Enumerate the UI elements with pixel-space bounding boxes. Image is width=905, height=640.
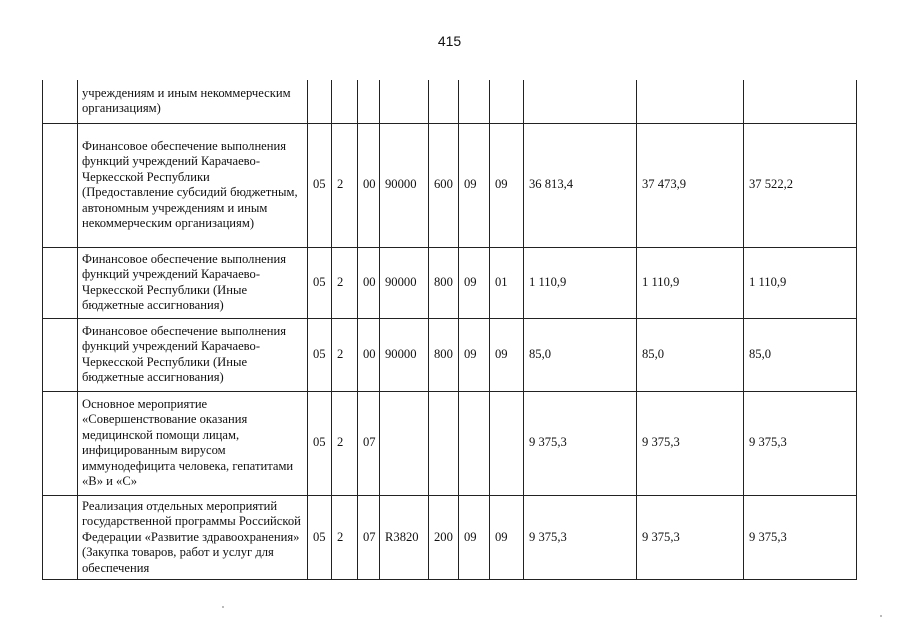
description-cell: Финансовое обеспечение выполнения функций учреждений Карачаево-Черкесской Республики (Предоставление субсидий бюджетным, автономным учреждениям и иным некоммерческим организациям) <box>78 123 308 247</box>
amount-year-2-cell: 9 375,3 <box>637 495 744 580</box>
amount-year-2-cell: 85,0 <box>637 318 744 391</box>
row-number-cell <box>43 123 78 247</box>
table-row <box>43 80 857 123</box>
chapter-cell: 09 <box>459 123 490 247</box>
amount-year-1-cell: 9 375,3 <box>524 495 637 580</box>
budget-table <box>42 80 857 580</box>
direction-cell: 90000 <box>380 318 429 391</box>
event-cell: 07 <box>358 391 380 495</box>
description-cell: учреждениям и иным некоммерческим организациям) <box>78 80 308 123</box>
subprogram-cell <box>332 80 358 123</box>
section-cell: 05 <box>308 318 332 391</box>
description-cell: Финансовое обеспечение выполнения функций учреждений Карачаево-Черкесской Республики (Иные бюджетные ассигнования) <box>78 318 308 391</box>
subchapter-cell: 09 <box>490 318 524 391</box>
amount-year-3-cell: 85,0 <box>744 318 857 391</box>
subchapter-cell: 09 <box>490 495 524 580</box>
expense-type-cell: 600 <box>429 123 459 247</box>
amount-year-1-cell: 9 375,3 <box>524 391 637 495</box>
amount-year-3-cell <box>744 80 857 123</box>
description-cell: Финансовое обеспечение выполнения функций учреждений Карачаево-Черкесской Республики (Иные бюджетные ассигнования) <box>78 247 308 318</box>
expense-type-cell: 800 <box>429 318 459 391</box>
amount-year-2-cell: 37 473,9 <box>637 123 744 247</box>
table-row <box>43 318 857 391</box>
event-cell: 00 <box>358 247 380 318</box>
section-cell: 05 <box>308 391 332 495</box>
amount-year-2-cell: 9 375,3 <box>637 391 744 495</box>
subprogram-cell: 2 <box>332 123 358 247</box>
event-cell <box>358 80 380 123</box>
event-cell: 00 <box>358 123 380 247</box>
expense-type-cell: 800 <box>429 247 459 318</box>
amount-year-3-cell: 9 375,3 <box>744 495 857 580</box>
direction-cell: 90000 <box>380 123 429 247</box>
row-number-cell <box>43 247 78 318</box>
subchapter-cell: 01 <box>490 247 524 318</box>
section-cell: 05 <box>308 495 332 580</box>
chapter-cell: 09 <box>459 318 490 391</box>
description-cell: Основное мероприятие «Совершенствование оказания медицинской помощи лицам, инфицированным вирусом иммунодефицита человека, гепатитами «В» и «С» <box>78 391 308 495</box>
section-cell <box>308 80 332 123</box>
subchapter-cell: 09 <box>490 123 524 247</box>
table-row <box>43 247 857 318</box>
section-cell: 05 <box>308 123 332 247</box>
amount-year-2-cell: 1 110,9 <box>637 247 744 318</box>
subprogram-cell: 2 <box>332 391 358 495</box>
event-cell: 00 <box>358 318 380 391</box>
table-row <box>43 391 857 495</box>
amount-year-1-cell: 36 813,4 <box>524 123 637 247</box>
direction-cell <box>380 80 429 123</box>
expense-type-cell: 200 <box>429 495 459 580</box>
direction-cell <box>380 391 429 495</box>
subprogram-cell: 2 <box>332 247 358 318</box>
scan-speck <box>880 615 882 617</box>
amount-year-3-cell: 1 110,9 <box>744 247 857 318</box>
scan-speck <box>222 606 224 608</box>
amount-year-1-cell: 1 110,9 <box>524 247 637 318</box>
amount-year-1-cell <box>524 80 637 123</box>
row-number-cell <box>43 391 78 495</box>
chapter-cell <box>459 80 490 123</box>
amount-year-3-cell: 9 375,3 <box>744 391 857 495</box>
amount-year-2-cell <box>637 80 744 123</box>
chapter-cell: 09 <box>459 247 490 318</box>
amount-year-1-cell: 85,0 <box>524 318 637 391</box>
amount-year-3-cell: 37 522,2 <box>744 123 857 247</box>
row-number-cell <box>43 80 78 123</box>
direction-cell: 90000 <box>380 247 429 318</box>
subchapter-cell <box>490 391 524 495</box>
row-number-cell <box>43 318 78 391</box>
page-number: 415 <box>437 33 462 49</box>
subchapter-cell <box>490 80 524 123</box>
section-cell: 05 <box>308 247 332 318</box>
row-number-cell <box>43 495 78 580</box>
chapter-cell: 09 <box>459 495 490 580</box>
subprogram-cell: 2 <box>332 318 358 391</box>
event-cell: 07 <box>358 495 380 580</box>
direction-cell: R3820 <box>380 495 429 580</box>
description-cell: Реализация отдельных мероприятий государственной программы Российской Федерации «Развитие здравоохранения» (Закупка товаров, работ и услуг для обеспечения <box>78 495 308 580</box>
expense-type-cell <box>429 391 459 495</box>
subprogram-cell: 2 <box>332 495 358 580</box>
expense-type-cell <box>429 80 459 123</box>
table-row <box>43 123 857 247</box>
table-row <box>43 495 857 580</box>
chapter-cell <box>459 391 490 495</box>
